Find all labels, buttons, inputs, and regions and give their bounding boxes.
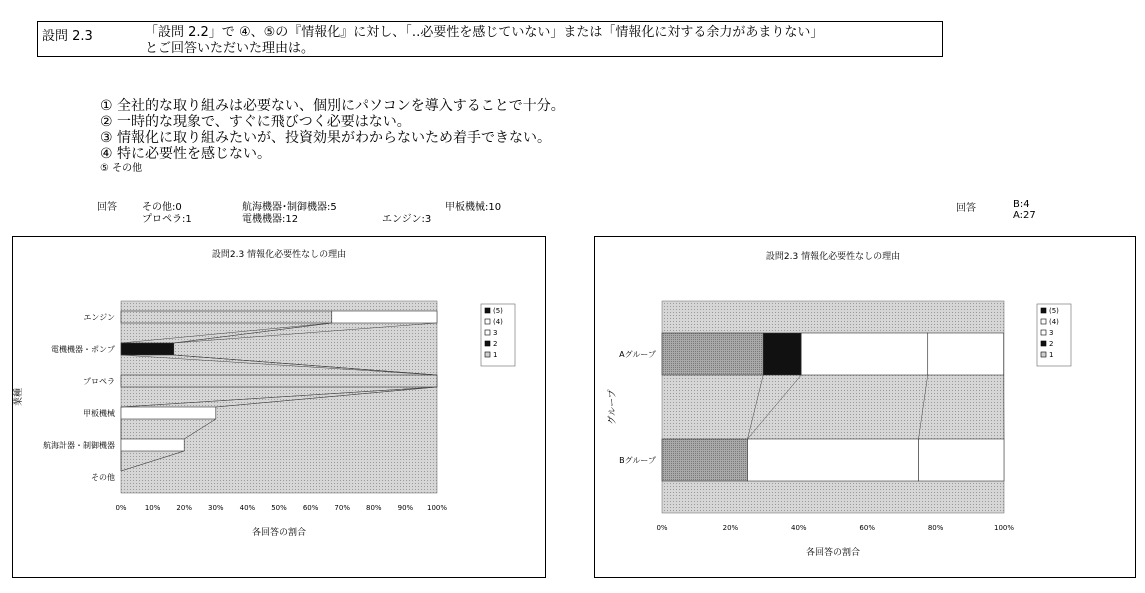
category-label: その他 <box>91 473 115 482</box>
chart-industry <box>12 236 546 578</box>
bar-segment <box>748 439 919 481</box>
chart-industry-svg <box>13 237 545 577</box>
answer-count-deck: 甲板機械:10 <box>445 202 502 213</box>
category-label: プロペラ <box>83 377 115 386</box>
x-axis-label: 各回答の割合 <box>805 548 861 558</box>
option-5: ⑤ その他 <box>100 163 143 174</box>
y-axis-label: 業種 <box>14 387 24 407</box>
answer-count-other: その他:0 <box>142 202 182 213</box>
answer-count-engine: エンジン:3 <box>382 214 432 225</box>
category-label: Bグループ <box>619 456 656 465</box>
x-tick-label: 30% <box>208 504 224 512</box>
answer-count-electrical: 電機機器:12 <box>242 214 299 225</box>
bar-segment <box>662 333 763 375</box>
answer-count-a: A:27 <box>1013 210 1036 221</box>
answer-count-navigation: 航海機器･制御機器:5 <box>242 202 337 213</box>
bar-segment <box>919 439 1005 481</box>
options-list <box>100 98 565 176</box>
bar-segment <box>801 333 928 375</box>
answer-count-propeller: プロペラ:1 <box>142 214 192 225</box>
category-label: 甲板機械 <box>83 409 115 418</box>
x-tick-label: 90% <box>397 504 414 512</box>
legend-swatch <box>1041 341 1046 346</box>
legend-label: 1 <box>493 351 498 359</box>
legend-swatch <box>1041 319 1046 324</box>
x-tick-label: 50% <box>271 504 287 512</box>
question-number: 設問 2.3 <box>42 29 93 44</box>
x-tick-label: 100% <box>426 504 448 512</box>
x-axis-label: 各回答の割合 <box>251 528 307 538</box>
question-line-2: とご回答いただいた理由は。 <box>145 41 315 56</box>
bar-segment <box>662 439 748 481</box>
x-tick-label: 0% <box>115 504 127 512</box>
chart-title: 設問2.3 情報化必要性なしの理由 <box>211 250 347 260</box>
category-label: 航海計器・制御機器 <box>43 441 115 450</box>
legend-label: 3 <box>493 329 498 337</box>
bar-segment <box>763 333 801 375</box>
x-tick-label: 40% <box>791 524 807 532</box>
legend-label: 2 <box>493 340 498 348</box>
legend-label: (4) <box>1049 318 1059 326</box>
chart-title: 設問2.3 情報化必要性なしの理由 <box>765 252 901 262</box>
x-tick-label: 20% <box>176 504 192 512</box>
answers-left-label: 回答 <box>97 202 117 213</box>
legend-label: 2 <box>1049 340 1054 348</box>
legend-swatch <box>485 330 490 335</box>
x-tick-label: 100% <box>993 524 1015 532</box>
legend-label: (5) <box>493 307 503 315</box>
legend-label: 3 <box>1049 329 1054 337</box>
bar-segment <box>121 343 174 355</box>
legend-swatch <box>1041 330 1046 335</box>
chart-group-svg <box>595 237 1135 577</box>
x-tick-label: 20% <box>722 524 739 532</box>
option-3: ③ 情報化に取り組みたいが、投資効果がわからないため着手できない。 <box>100 130 551 146</box>
legend-swatch <box>485 319 490 324</box>
option-2: ② 一時的な現象で、すぐに飛びつく必要はない。 <box>100 114 411 130</box>
bar-segment <box>121 311 332 323</box>
category-label: エンジン <box>83 313 115 322</box>
legend-swatch <box>485 308 490 313</box>
bar-segment <box>332 311 437 323</box>
x-tick-label: 60% <box>302 504 319 512</box>
category-label: 電機機器・ポンプ <box>51 345 115 354</box>
question-box <box>37 21 943 57</box>
x-tick-label: 0% <box>656 524 668 532</box>
x-tick-label: 80% <box>366 504 382 512</box>
x-tick-label: 80% <box>927 524 944 532</box>
bar-segment <box>928 333 1004 375</box>
answers-right-label: 回答 <box>956 203 976 214</box>
legend-label: 1 <box>1049 351 1054 359</box>
chart-group <box>594 236 1136 578</box>
x-tick-label: 40% <box>239 504 256 512</box>
legend-label: (4) <box>493 318 503 326</box>
bar-segment <box>121 407 216 419</box>
question-text <box>145 25 823 57</box>
x-tick-label: 60% <box>859 524 875 532</box>
x-tick-label: 10% <box>144 504 161 512</box>
legend-swatch <box>1041 308 1046 313</box>
answer-count-b: B:4 <box>1013 199 1030 210</box>
y-axis-label: グループ <box>608 389 618 425</box>
legend-swatch <box>485 341 490 346</box>
option-4: ④ 特に必要性を感じない。 <box>100 146 272 162</box>
option-1: ① 全社的な取り組みは必要ない、個別にパソコンを導入することで十分。 <box>100 98 565 114</box>
question-line-1: 「設問 2.2」で ④、⑤の『情報化』に対し、「‥必要性を感じていない」または「情報化に対する余力があまりない」 <box>145 25 824 40</box>
x-tick-label: 70% <box>334 504 350 512</box>
category-label: Aグループ <box>619 350 656 359</box>
legend-label: (5) <box>1049 307 1059 315</box>
legend-swatch <box>1041 352 1046 357</box>
bar-segment <box>121 375 437 387</box>
bar-segment <box>121 439 184 451</box>
legend-swatch <box>485 352 490 357</box>
